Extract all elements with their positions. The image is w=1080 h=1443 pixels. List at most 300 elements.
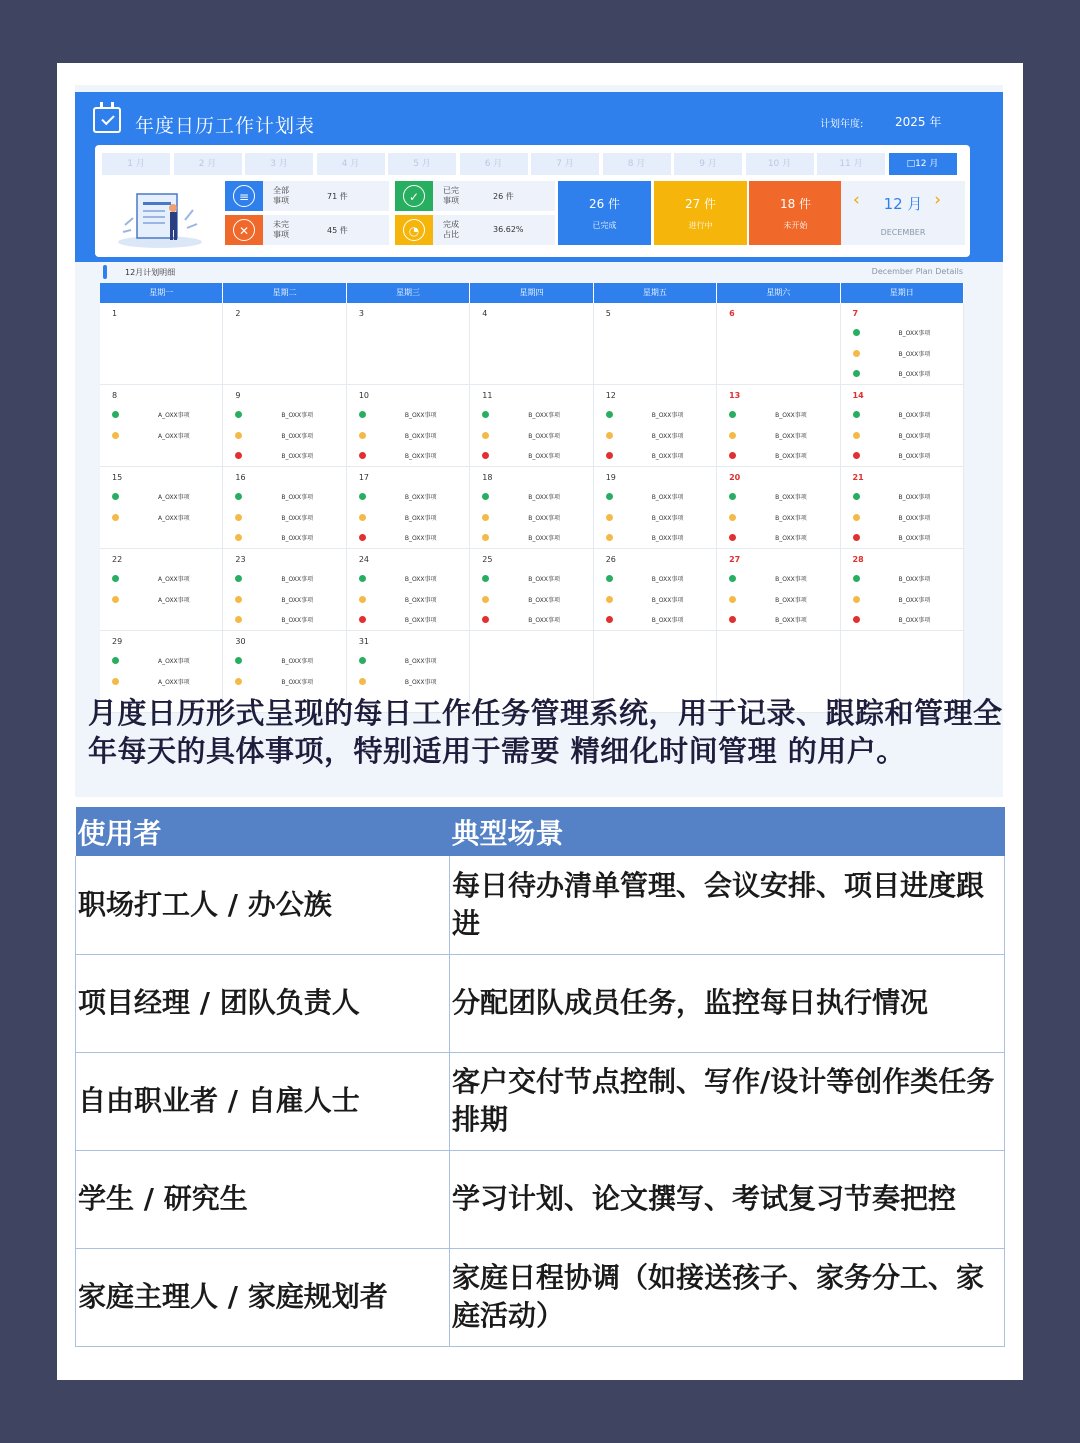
cancel-status-icon [853,534,860,541]
done-status-icon [606,575,613,582]
task-item[interactable] [235,595,335,605]
column-header-scenario: 典型场景 [450,807,1005,856]
calendar-day-cell[interactable] [223,467,346,548]
user-cell: 家庭主理人 / 家庭规划者 [76,1248,450,1346]
task-label: B_OXX事项 [775,576,807,583]
task-item[interactable] [482,410,582,420]
done-status-icon [112,411,119,418]
day-number: 12 [605,391,616,400]
done-status-icon [235,657,242,664]
task-item[interactable] [235,451,335,461]
task-item[interactable] [359,451,459,461]
pending-status-icon [606,514,613,521]
task-label: B_OXX事项 [281,658,314,665]
scenario-cell: 客户交付节点控制、写作/设计等创作类任务排期 [450,1052,1005,1150]
day-number: 20 [729,473,741,482]
done-status-icon [112,493,119,500]
task-item[interactable] [359,533,459,543]
weekday-label: 星期三 [347,283,470,303]
task-item[interactable] [359,656,459,666]
done-status-icon [482,493,489,500]
task-item[interactable] [606,410,706,420]
task-label: B_OXX事项 [898,371,931,378]
task-label: B_OXX事项 [281,412,314,419]
task-label: B_OXX事项 [775,617,807,624]
cancel-status-icon [606,616,613,623]
task-label: B_OXX事项 [651,432,684,440]
task-label: B_OXX事项 [775,494,807,501]
task-item[interactable] [606,451,706,461]
calendar-day-cell[interactable] [594,549,717,630]
pending-status-icon [482,432,489,439]
day-number: 26 [605,555,616,564]
weekday-label: 星期二 [223,283,346,303]
month-tab[interactable]: 2 月 [174,153,242,175]
calendar-grid [100,303,964,713]
calendar-day-cell[interactable] [100,549,223,630]
task-item[interactable] [112,431,212,441]
task-label: A_OXX事项 [158,658,190,665]
pending-status-icon [359,678,366,685]
pending-status-icon [112,678,119,685]
task-item[interactable] [235,410,335,420]
current-month-en: DECEMBER [880,228,926,237]
task-label: A_OXX事项 [158,494,190,501]
task-label: B_OXX事项 [775,596,807,604]
task-item[interactable] [729,431,829,441]
stat-total-value: 71 件 [327,192,348,201]
task-item[interactable] [482,574,582,584]
done-status-icon [853,329,860,336]
month-tab[interactable]: 5 月 [388,153,456,175]
calendar-day-cell[interactable] [347,303,470,384]
calendar-day-cell[interactable] [223,385,346,466]
task-item[interactable] [482,431,582,441]
task-item[interactable] [853,369,953,379]
task-label: B_OXX事项 [898,596,931,604]
calendar-day-cell[interactable] [223,303,346,384]
task-item[interactable] [112,410,212,420]
done-status-icon [235,575,242,582]
task-item[interactable] [853,492,953,502]
day-number: 24 [358,555,370,564]
pending-status-icon [853,432,860,439]
calendar-day-cell[interactable] [717,385,840,466]
task-item[interactable] [112,513,212,523]
task-label: A_OXX事项 [158,576,190,583]
user-cell: 职场打工人 / 办公族 [76,856,450,954]
task-item[interactable] [235,656,335,666]
calendar-day-cell[interactable] [717,467,840,548]
stat-done-value: 26 件 [493,192,514,201]
weekday-label: 星期五 [594,283,717,303]
column-header-user: 使用者 [76,807,450,856]
pending-status-icon [112,596,119,603]
task-label: A_OXX事项 [158,678,190,686]
month-tab[interactable]: 11 月 [817,153,885,175]
pending-status-icon [729,432,736,439]
pending-status-icon [235,616,242,623]
pending-status-icon [482,514,489,521]
task-item[interactable] [729,595,829,605]
task-item[interactable] [606,492,706,502]
task-item[interactable] [482,513,582,523]
task-item[interactable] [235,431,335,441]
day-number: 3 [358,309,364,318]
section-marker [103,265,107,279]
calendar-day-cell[interactable] [841,467,964,548]
task-item[interactable] [235,615,335,625]
cancel-status-icon [359,616,366,623]
task-item[interactable] [482,615,582,625]
cancel-status-icon [482,452,489,459]
big-stat-done: 26 件 已完成 [558,181,651,245]
task-item[interactable] [359,615,459,625]
task-item[interactable] [482,595,582,605]
cancel-status-icon [729,452,736,459]
calendar-day-cell[interactable] [470,303,593,384]
done-status-icon [729,493,736,500]
task-label: B_OXX事项 [404,432,437,440]
stat-unfinished-value: 45 件 [327,226,348,235]
day-number: 6 [729,309,735,318]
done-status-icon [729,411,736,418]
task-item[interactable] [359,492,459,502]
done-status-icon [359,657,366,664]
task-label: B_OXX事项 [651,494,684,501]
pending-status-icon [853,514,860,521]
day-number: 1 [112,309,118,318]
done-status-icon [853,493,860,500]
task-item[interactable] [112,677,212,687]
task-label: A_OXX事项 [158,596,190,604]
day-number: 9 [235,391,241,400]
day-number: 21 [852,473,864,482]
day-number: 25 [482,555,493,564]
task-label: B_OXX事项 [775,453,807,460]
calendar-day-cell[interactable] [470,467,593,548]
table-row [76,954,1005,1052]
month-tab[interactable]: □12 月 [889,153,957,175]
task-label: B_OXX事项 [651,576,684,583]
task-item[interactable] [235,677,335,687]
done-status-icon [359,493,366,500]
task-item[interactable] [853,328,953,338]
task-item[interactable] [359,410,459,420]
task-item[interactable] [359,595,459,605]
calendar-day-cell[interactable] [470,549,593,630]
cancel-status-icon [729,534,736,541]
task-item[interactable] [729,574,829,584]
day-number: 11 [482,391,493,400]
task-label: B_OXX事项 [898,432,931,440]
day-number: 22 [112,555,123,564]
task-item[interactable] [853,574,953,584]
task-item[interactable] [482,533,582,543]
calendar-day-cell[interactable] [100,467,223,548]
calendar-day-cell[interactable] [470,385,593,466]
pending-status-icon [112,514,119,521]
pending-status-icon [235,432,242,439]
month-tab[interactable]: 1 月 [102,153,170,175]
task-item[interactable] [235,513,335,523]
pending-status-icon [235,514,242,521]
next-month-button[interactable]: › [934,190,941,210]
calendar-day-cell[interactable] [347,385,470,466]
task-item[interactable] [729,615,829,625]
done-status-icon [606,411,613,418]
weekday-header [100,283,964,303]
done-status-icon [482,411,489,418]
calendar-day-cell[interactable] [841,385,964,466]
task-label: B_OXX事项 [898,330,931,337]
day-number: 13 [729,391,741,400]
scenario-cell: 分配团队成员任务，监控每日执行情况 [450,954,1005,1052]
stat-total: ≡ 全部事项 71 件 [225,181,389,211]
day-number: 7 [852,309,859,318]
task-item[interactable] [112,492,212,502]
calendar-day-cell[interactable] [100,385,223,466]
task-label: B_OXX事项 [898,350,931,358]
pending-status-icon [853,350,860,357]
task-label: B_OXX事项 [281,453,314,460]
task-label: B_OXX事项 [775,514,807,522]
task-item[interactable] [606,574,706,584]
task-label: B_OXX事项 [404,514,437,522]
task-item[interactable] [606,533,706,543]
task-label: B_OXX事项 [404,453,437,460]
prev-month-button[interactable]: ‹ [853,190,860,210]
task-item[interactable] [853,533,953,543]
task-item[interactable] [112,595,212,605]
month-tab[interactable]: 6 月 [460,153,528,175]
pending-status-icon [606,432,613,439]
done-status-icon [235,493,242,500]
task-item[interactable] [482,451,582,461]
month-tab[interactable]: 10 月 [746,153,814,175]
day-number: 28 [852,555,864,564]
task-label: B_OXX事项 [404,412,437,419]
task-label: B_OXX事项 [281,596,314,604]
table-row [76,1248,1005,1346]
task-label: B_OXX事项 [281,576,314,583]
check-icon: ✓ [403,185,425,207]
task-item[interactable] [853,513,953,523]
cancel-status-icon [359,534,366,541]
task-label: B_OXX事项 [651,617,684,624]
day-number: 14 [852,391,864,400]
task-item[interactable] [112,574,212,584]
scenario-cell: 每日待办清单管理、会议安排、项目进度跟进 [450,856,1005,954]
task-label: B_OXX事项 [281,617,314,624]
calendar-week-row [100,303,964,385]
task-item[interactable] [606,595,706,605]
cancel-status-icon [853,616,860,623]
calendar-day-cell[interactable] [100,303,223,384]
page-title: 年度日历工作计划表 [135,115,316,137]
calendar-day-cell[interactable] [223,549,346,630]
task-item[interactable] [729,410,829,420]
task-label: B_OXX事项 [898,576,931,583]
day-number: 29 [112,637,123,646]
task-label: B_OXX事项 [775,535,807,542]
calendar-day-cell[interactable] [841,549,964,630]
task-item[interactable] [359,431,459,441]
task-label: B_OXX事项 [404,535,437,542]
calendar-day-cell[interactable] [347,467,470,548]
pending-status-icon [235,534,242,541]
task-item[interactable] [729,451,829,461]
task-item[interactable] [482,492,582,502]
task-label: B_OXX事项 [281,535,314,542]
task-label: B_OXX事项 [898,494,931,501]
task-label: B_OXX事项 [651,535,684,542]
task-label: B_OXX事项 [651,596,684,604]
calendar-day-cell[interactable] [594,303,717,384]
stat-unfinished: ✕ 未完事项 45 件 [225,215,389,245]
calendar-day-cell[interactable] [594,385,717,466]
calendar-check-icon [93,107,121,133]
done-status-icon [729,575,736,582]
cancel-status-icon [359,452,366,459]
task-item[interactable] [729,513,829,523]
task-label: B_OXX事项 [528,453,560,460]
task-label: B_OXX事项 [898,412,931,419]
year-label: 计划年度: [820,119,864,130]
pending-status-icon [359,514,366,521]
calendar-screenshot [75,85,1003,797]
day-number: 19 [605,473,616,482]
task-item[interactable] [359,677,459,687]
user-cell: 学生 / 研究生 [76,1150,450,1248]
pending-status-icon [482,534,489,541]
task-label: B_OXX事项 [898,617,931,624]
done-status-icon [112,575,119,582]
task-label: B_OXX事项 [528,432,560,440]
task-item[interactable] [853,451,953,461]
task-label: B_OXX事项 [281,494,314,501]
done-status-icon [359,411,366,418]
done-status-icon [112,657,119,664]
scenario-cell: 家庭日程协调（如接送孩子、家务分工、家庭活动） [450,1248,1005,1346]
task-item[interactable] [853,410,953,420]
stat-ratio: ◔ 完成占比 36.62% [395,215,555,245]
cancel-status-icon [729,616,736,623]
pie-chart-icon: ◔ [403,219,425,241]
task-label: B_OXX事项 [651,453,684,460]
task-label: B_OXX事项 [898,535,931,542]
task-item[interactable] [235,574,335,584]
pending-status-icon [235,678,242,685]
usage-table [75,807,1005,1347]
month-tab[interactable]: 3 月 [245,153,313,175]
task-item[interactable] [729,492,829,502]
task-item[interactable] [235,533,335,543]
task-label: B_OXX事项 [651,412,684,419]
task-item[interactable] [606,513,706,523]
table-row [76,856,1005,954]
pending-status-icon [606,596,613,603]
done-status-icon [235,411,242,418]
calendar-day-cell[interactable] [717,549,840,630]
task-label: B_OXX事项 [528,535,560,542]
weekday-label: 星期日 [841,283,964,303]
weekday-label: 星期六 [717,283,840,303]
task-label: B_OXX事项 [775,432,807,440]
task-label: B_OXX事项 [651,514,684,522]
done-status-icon [853,411,860,418]
task-label: B_OXX事项 [404,494,437,501]
calendar-day-cell[interactable] [717,303,840,384]
task-item[interactable] [606,431,706,441]
calendar-week-row [100,549,964,631]
year-value[interactable]: 2025 年 [895,115,942,129]
scenario-cell: 学习计划、论文撰写、考试复习节奏把控 [450,1150,1005,1248]
month-tab[interactable]: 7 月 [531,153,599,175]
pending-status-icon [606,534,613,541]
task-item[interactable] [729,533,829,543]
month-navigator [841,181,965,245]
task-label: A_OXX事项 [158,514,190,522]
weekday-label: 星期一 [100,283,223,303]
task-label: B_OXX事项 [775,412,807,419]
calendar-day-cell[interactable] [594,467,717,548]
pending-status-icon [112,432,119,439]
cancel-status-icon [235,452,242,459]
task-item[interactable] [359,574,459,584]
stat-done: ✓ 已完事项 26 件 [395,181,555,211]
pending-status-icon [729,514,736,521]
task-label: B_OXX事项 [281,678,314,686]
task-item[interactable] [112,656,212,666]
month-tab[interactable]: 4 月 [317,153,385,175]
calendar-day-cell[interactable] [347,549,470,630]
big-stat-progress: 27 件 进行中 [654,181,747,245]
day-number: 27 [729,555,741,564]
current-month: 12 月 [883,195,923,213]
task-label: B_OXX事项 [404,617,437,624]
task-label: B_OXX事项 [528,514,560,522]
done-status-icon [853,575,860,582]
month-tab[interactable]: 8 月 [603,153,671,175]
calendar-week-row [100,467,964,549]
month-tab[interactable]: 9 月 [674,153,742,175]
task-label: B_OXX事项 [528,576,560,583]
pending-status-icon [853,596,860,603]
task-item[interactable] [606,615,706,625]
task-item[interactable] [853,615,953,625]
task-label: B_OXX事项 [281,514,314,522]
done-status-icon [359,575,366,582]
task-label: B_OXX事项 [404,576,437,583]
task-label: B_OXX事项 [281,432,314,440]
pending-status-icon [359,596,366,603]
day-number: 10 [358,391,370,400]
planner-illustration-icon [115,180,205,250]
cancel-status-icon [606,452,613,459]
task-label: A_OXX事项 [158,412,190,419]
list-icon: ≡ [233,185,255,207]
task-item[interactable] [359,513,459,523]
detail-title-en: December Plan Details [871,267,963,276]
task-item[interactable] [853,595,953,605]
calendar-day-cell[interactable] [841,303,964,384]
task-item[interactable] [853,349,953,359]
day-number: 16 [235,473,246,482]
pending-status-icon [235,596,242,603]
task-item[interactable] [235,492,335,502]
task-item[interactable] [853,431,953,441]
